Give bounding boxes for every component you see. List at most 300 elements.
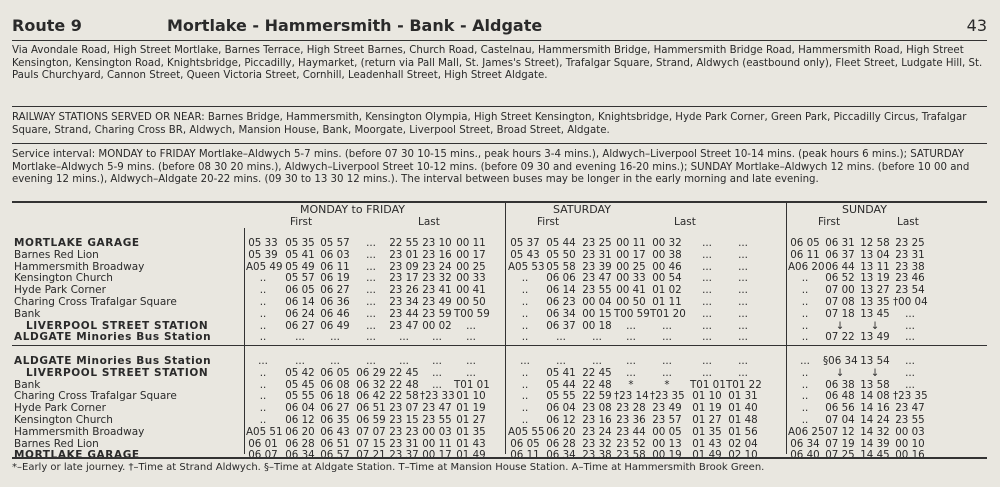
- time-cell: 23 01: [389, 248, 419, 261]
- time-cell: 06 20: [285, 425, 315, 438]
- time-cell: 13 19: [860, 272, 890, 285]
- time-cell: ..: [259, 413, 267, 426]
- time-cell: 01 40: [728, 402, 758, 415]
- time-cell: ...: [626, 319, 636, 332]
- time-cell: 23 23: [389, 425, 419, 438]
- stop-name: Hammersmith Broadway: [14, 260, 145, 273]
- time-cell: 05 41: [285, 248, 315, 261]
- time-cell: 05 55: [285, 390, 315, 403]
- time-cell: ...: [432, 378, 442, 391]
- time-cell: 00 10: [895, 437, 925, 450]
- stop-name: Bank: [14, 307, 41, 320]
- time-cell: 06 32: [356, 378, 386, 391]
- time-cell: ...: [592, 331, 602, 344]
- time-cell: 06 31: [825, 237, 855, 249]
- time-cell: 06 59: [356, 413, 386, 426]
- divider: [12, 106, 987, 107]
- time-cell: 13 49: [860, 331, 890, 344]
- time-cell: ...: [366, 284, 376, 297]
- service-paragraph: [12, 149, 990, 187]
- route-title: Mortlake - Hammersmith - Bank - Aldgate: [167, 16, 543, 35]
- sun-heading: SUNDAY: [842, 203, 887, 216]
- time-cell: 06 11: [320, 260, 350, 273]
- time-cell: 01 31: [728, 390, 758, 403]
- time-row: [0, 309, 1000, 321]
- mf-last: Last: [418, 216, 440, 228]
- time-cell: 23 47: [895, 402, 925, 415]
- time-cell: 06 27: [320, 402, 350, 415]
- time-cell: 06 14: [546, 284, 576, 297]
- time-cell: 23 55: [422, 413, 452, 426]
- stop-name: Hyde Park Corner: [14, 402, 106, 415]
- time-cell: 06 28: [285, 437, 315, 450]
- time-cell: ...: [702, 307, 712, 320]
- time-cell: ...: [366, 260, 376, 273]
- time-cell: 23 54: [895, 284, 925, 297]
- time-cell: 00 05: [652, 425, 682, 438]
- time-cell: ..: [801, 319, 809, 332]
- time-cell: 06 57: [320, 449, 350, 462]
- time-cell: 01 35: [456, 425, 486, 438]
- time-cell: 23 44: [616, 425, 646, 438]
- time-cell: ...: [366, 355, 376, 367]
- stop-name: MORTLAKE GARAGE: [14, 237, 140, 249]
- time-cell: 06 18: [320, 390, 350, 403]
- table-top-rule: [12, 201, 987, 203]
- time-cell: 06 37: [825, 248, 855, 261]
- time-cell: 01 43: [692, 437, 722, 450]
- stop-name: Charing Cross Trafalgar Square: [14, 390, 177, 403]
- time-cell: 06 24: [285, 307, 315, 320]
- time-cell: 05 55: [546, 390, 576, 403]
- time-cell: ...: [466, 319, 476, 332]
- time-cell: ..: [801, 390, 809, 403]
- time-cell: ...: [702, 295, 712, 308]
- time-cell: ...: [258, 355, 268, 367]
- time-cell: 23 16: [582, 413, 612, 426]
- time-cell: 06 44: [825, 260, 855, 273]
- time-cell: ..: [259, 295, 267, 308]
- time-cell: 23 37: [389, 449, 419, 462]
- time-cell: ...: [330, 331, 340, 344]
- time-cell: 23 25: [582, 237, 612, 249]
- time-cell: 00 15: [582, 307, 612, 320]
- time-cell: 06 04: [546, 402, 576, 415]
- divider: [12, 143, 987, 144]
- time-cell: 23 28: [616, 402, 646, 415]
- time-cell: 14 32: [860, 425, 890, 438]
- time-row: [0, 297, 1000, 309]
- time-cell: 23 47: [389, 319, 419, 332]
- time-cell: ..: [801, 331, 809, 344]
- time-cell: 02 10: [728, 449, 758, 462]
- time-cell: ...: [466, 366, 476, 379]
- page-header: [12, 14, 987, 36]
- time-cell: 05 42: [285, 366, 315, 379]
- time-cell: 07 07: [356, 425, 386, 438]
- mf-heading: MONDAY to FRIDAY: [300, 203, 405, 216]
- time-cell: 23 15: [389, 413, 419, 426]
- time-cell: 22 48: [389, 378, 419, 391]
- time-cell: 14 24: [860, 413, 890, 426]
- time-cell: ..: [801, 307, 809, 320]
- time-cell: T00 59: [614, 307, 650, 320]
- time-cell: ..: [259, 331, 267, 344]
- time-cell: 13 45: [860, 307, 890, 320]
- time-cell: 06 34: [790, 437, 820, 450]
- time-cell: ...: [432, 355, 442, 367]
- time-cell: 05 50: [546, 248, 576, 261]
- time-cell: A05 49: [246, 260, 283, 273]
- time-cell: ...: [905, 355, 915, 367]
- time-cell: A06 20: [788, 260, 825, 273]
- time-cell: 22 45: [389, 366, 419, 379]
- time-cell: 01 56: [728, 425, 758, 438]
- time-cell: 00 16: [895, 449, 925, 462]
- stop-name: LIVERPOOL STREET STATION: [26, 319, 209, 332]
- time-cell: ..: [521, 307, 529, 320]
- time-cell: 06 49: [320, 319, 350, 332]
- time-cell: 00 25: [456, 260, 486, 273]
- time-cell: 06 38: [825, 378, 855, 391]
- time-cell: 13 27: [860, 284, 890, 297]
- stop-name: Kensington Church: [14, 413, 113, 426]
- time-cell: T01 20: [650, 307, 686, 320]
- time-cell: 06 48: [825, 390, 855, 403]
- time-cell: 23 24: [582, 425, 612, 438]
- via-paragraph: [12, 45, 990, 101]
- sun-first: First: [818, 216, 841, 228]
- time-row: [0, 368, 1000, 380]
- stop-name: MORTLAKE GARAGE: [14, 449, 140, 462]
- time-cell: 13 04: [860, 248, 890, 261]
- time-cell: 06 23: [546, 295, 576, 308]
- time-cell: 06 28: [546, 437, 576, 450]
- time-cell: ...: [520, 355, 530, 367]
- time-cell: 23 32: [582, 437, 612, 450]
- time-cell: 06 05: [320, 366, 350, 379]
- time-cell: ...: [738, 237, 748, 249]
- time-cell: 23 31: [895, 248, 925, 261]
- time-cell: ...: [702, 355, 712, 367]
- time-cell: 23 07: [389, 402, 419, 415]
- time-cell: 06 11: [790, 248, 820, 261]
- time-cell: ...: [626, 331, 636, 344]
- time-cell: ...: [738, 284, 748, 297]
- time-cell: *: [664, 378, 670, 391]
- stop-name: Hyde Park Corner: [14, 284, 106, 297]
- time-cell: 00 17: [616, 248, 646, 261]
- time-cell: †23 14: [614, 390, 649, 403]
- time-cell: 13 58: [860, 378, 890, 391]
- time-cell: T01 22: [726, 378, 762, 391]
- time-cell: 06 35: [320, 413, 350, 426]
- time-cell: 23 57: [652, 413, 682, 426]
- time-cell: ...: [366, 307, 376, 320]
- time-cell: 14 45: [860, 449, 890, 462]
- time-cell: 06 40: [790, 449, 820, 462]
- time-cell: 23 41: [422, 284, 452, 297]
- time-cell: 00 03: [422, 425, 452, 438]
- time-cell: ↓: [870, 366, 880, 379]
- time-cell: 05 44: [546, 378, 576, 391]
- time-cell: ...: [905, 307, 915, 320]
- time-cell: ...: [738, 295, 748, 308]
- via-text: Via Avondale Road, High Street Mortlake, Barnes Terrace, High Street Barnes, Church Road, Castelnau, Hammersmith Bridge, Hammersmith Bridge Road, Hammersmith Road, High Street Kensington, Kensington Road, Knightsbridge, Piccadilly, Haymarket, (return via Pall Mall, St. James's Street), Trafalgar Square, Strand, Aldwych (eastbound only), Fleet Street, Ludgate Hill, St. Pauls Churchyard, Cannon Street, Queen Victoria Street, Cornhill, Leadenhall Street, High Street Aldgate.: [12, 45, 983, 81]
- time-cell: ...: [662, 366, 672, 379]
- time-cell: 23 46: [895, 272, 925, 285]
- time-cell: 22 45: [582, 366, 612, 379]
- time-cell: 07 25: [825, 449, 855, 462]
- time-cell: ..: [259, 272, 267, 285]
- time-cell: A06 25: [788, 425, 825, 438]
- stop-name: Kensington Church: [14, 272, 113, 285]
- time-cell: T01 01: [690, 378, 726, 391]
- time-cell: ..: [801, 272, 809, 285]
- time-cell: 00 02: [422, 319, 452, 332]
- time-cell: 01 27: [456, 413, 486, 426]
- time-cell: ...: [432, 366, 442, 379]
- time-cell: 00 46: [652, 260, 682, 273]
- time-cell: ..: [259, 390, 267, 403]
- time-cell: 05 58: [546, 260, 576, 273]
- time-cell: 05 57: [320, 237, 350, 249]
- time-cell: 06 14: [285, 295, 315, 308]
- time-cell: 23 49: [652, 402, 682, 415]
- time-row: [0, 427, 1000, 439]
- time-cell: 00 04: [582, 295, 612, 308]
- time-cell: ...: [702, 319, 712, 332]
- time-cell: T01 01: [454, 378, 490, 391]
- time-cell: 23 39: [582, 260, 612, 273]
- time-cell: 06 11: [510, 449, 540, 462]
- time-cell: ...: [738, 355, 748, 367]
- time-cell: 00 11: [422, 437, 452, 450]
- time-cell: 23 17: [389, 272, 419, 285]
- time-cell: ...: [702, 248, 712, 261]
- time-row: [0, 250, 1000, 262]
- stop-name: Barnes Red Lion: [14, 248, 99, 261]
- time-cell: 06 34: [546, 449, 576, 462]
- time-cell: 23 49: [422, 295, 452, 308]
- time-cell: ...: [905, 319, 915, 332]
- time-cell: ...: [905, 366, 915, 379]
- time-cell: ...: [662, 355, 672, 367]
- time-cell: 06 06: [546, 272, 576, 285]
- time-cell: ..: [521, 366, 529, 379]
- time-cell: 06 56: [825, 402, 855, 415]
- time-cell: 22 58: [389, 390, 419, 403]
- time-cell: 00 41: [616, 284, 646, 297]
- time-cell: ...: [556, 355, 566, 367]
- time-cell: 06 08: [320, 378, 350, 391]
- sat-last: Last: [674, 216, 696, 228]
- time-cell: ...: [295, 355, 305, 367]
- time-cell: ..: [259, 402, 267, 415]
- time-cell: 00 50: [456, 295, 486, 308]
- mf-first: First: [290, 216, 313, 228]
- time-cell: §06 34: [823, 355, 858, 367]
- time-cell: A05 55: [508, 425, 545, 438]
- time-cell: 01 49: [456, 449, 486, 462]
- time-cell: ..: [521, 295, 529, 308]
- time-cell: ...: [330, 355, 340, 367]
- time-cell: ..: [259, 307, 267, 320]
- time-cell: ...: [399, 331, 409, 344]
- time-cell: 07 22: [825, 331, 855, 344]
- time-cell: 06 05: [510, 437, 540, 450]
- time-cell: ...: [702, 331, 712, 344]
- time-cell: 05 44: [546, 237, 576, 249]
- time-cell: 05 45: [285, 378, 315, 391]
- time-cell: 23 38: [895, 260, 925, 273]
- time-cell: 23 09: [389, 260, 419, 273]
- time-cell: 06 51: [356, 402, 386, 415]
- time-cell: 07 00: [825, 284, 855, 297]
- time-cell: ...: [366, 248, 376, 261]
- time-cell: 01 19: [692, 402, 722, 415]
- route-number: Route 9: [12, 16, 82, 35]
- time-cell: ...: [905, 331, 915, 344]
- time-cell: 23 58: [616, 449, 646, 462]
- time-cell: 14 16: [860, 402, 890, 415]
- time-cell: 00 54: [652, 272, 682, 285]
- time-cell: ...: [366, 272, 376, 285]
- footnote: *–Early or late journey. †–Time at Strand Aldwych. §–Time at Aldgate Station. T–Time at Mansion House Station. A–Time at Hammersmith Brook Green.: [12, 462, 765, 473]
- time-cell: ...: [366, 331, 376, 344]
- time-cell: 14 08: [860, 390, 890, 403]
- time-cell: 13 11: [860, 260, 890, 273]
- time-cell: ..: [521, 284, 529, 297]
- time-cell: 02 04: [728, 437, 758, 450]
- time-cell: 05 43: [510, 248, 540, 261]
- time-cell: 13 54: [860, 355, 890, 367]
- time-cell: 06 29: [356, 366, 386, 379]
- time-cell: 06 05: [285, 284, 315, 297]
- time-cell: 23 31: [389, 437, 419, 450]
- time-cell: 00 03: [895, 425, 925, 438]
- time-cell: ...: [556, 331, 566, 344]
- stop-name: Hammersmith Broadway: [14, 425, 145, 438]
- time-cell: 06 52: [825, 272, 855, 285]
- time-cell: 06 07: [248, 449, 278, 462]
- time-cell: 07 18: [825, 307, 855, 320]
- railway-paragraph: [12, 112, 990, 137]
- time-cell: 14 39: [860, 437, 890, 450]
- time-cell: 05 37: [510, 237, 540, 249]
- time-cell: 06 20: [546, 425, 576, 438]
- time-cell: 23 34: [389, 295, 419, 308]
- time-cell: 06 27: [320, 284, 350, 297]
- time-cell: 06 27: [285, 319, 315, 332]
- time-cell: 23 52: [616, 437, 646, 450]
- time-cell: 05 41: [546, 366, 576, 379]
- time-cell: ..: [801, 295, 809, 308]
- time-cell: ...: [702, 272, 712, 285]
- time-cell: ..: [259, 319, 267, 332]
- time-cell: ..: [259, 378, 267, 391]
- time-cell: ..: [801, 402, 809, 415]
- time-cell: 06 01: [248, 437, 278, 450]
- time-cell: 23 38: [582, 449, 612, 462]
- time-cell: ..: [259, 284, 267, 297]
- inbound-times: [0, 356, 1000, 464]
- time-cell: ...: [366, 237, 376, 249]
- time-cell: 01 43: [456, 437, 486, 450]
- direction-divider: [12, 345, 987, 346]
- time-cell: 23 26: [389, 284, 419, 297]
- time-cell: 00 33: [616, 272, 646, 285]
- time-cell: ..: [801, 366, 809, 379]
- time-cell: A05 53: [508, 260, 545, 273]
- time-cell: ..: [801, 284, 809, 297]
- time-cell: ..: [521, 331, 529, 344]
- time-cell: 06 12: [546, 413, 576, 426]
- time-cell: †23 35: [650, 390, 685, 403]
- sat-first: First: [537, 216, 560, 228]
- time-cell: 06 04: [285, 402, 315, 415]
- time-cell: 07 12: [825, 425, 855, 438]
- time-cell: 01 48: [728, 413, 758, 426]
- time-cell: 00 32: [652, 237, 682, 249]
- sun-last: Last: [897, 216, 919, 228]
- time-cell: 22 59: [582, 390, 612, 403]
- time-cell: ...: [366, 295, 376, 308]
- time-cell: ...: [738, 272, 748, 285]
- time-cell: 01 11: [652, 295, 682, 308]
- time-cell: 01 10: [456, 390, 486, 403]
- time-cell: 06 42: [356, 390, 386, 403]
- time-cell: 05 35: [285, 237, 315, 249]
- time-cell: T00 59: [454, 307, 490, 320]
- time-cell: 00 11: [616, 237, 646, 249]
- time-cell: ...: [738, 260, 748, 273]
- time-cell: 12 58: [860, 237, 890, 249]
- time-cell: ...: [702, 237, 712, 249]
- time-cell: 00 38: [652, 248, 682, 261]
- time-cell: 23 24: [422, 260, 452, 273]
- time-cell: ...: [702, 260, 712, 273]
- time-cell: ...: [662, 319, 672, 332]
- time-cell: 07 21: [356, 449, 386, 462]
- stop-name: Charing Cross Trafalgar Square: [14, 295, 177, 308]
- time-cell: ↓: [835, 319, 845, 332]
- time-cell: 07 08: [825, 295, 855, 308]
- time-cell: 00 18: [582, 319, 612, 332]
- time-cell: ↓: [870, 319, 880, 332]
- time-cell: 00 11: [456, 237, 486, 249]
- time-cell: ...: [800, 355, 810, 367]
- time-cell: 06 12: [285, 413, 315, 426]
- time-cell: 23 59: [422, 307, 452, 320]
- time-cell: 23 31: [582, 248, 612, 261]
- sat-heading: SATURDAY: [553, 203, 611, 216]
- time-cell: ...: [432, 331, 442, 344]
- time-cell: ...: [738, 366, 748, 379]
- time-cell: ...: [702, 284, 712, 297]
- time-cell: ...: [738, 307, 748, 320]
- table-bottom-rule: [12, 457, 987, 459]
- time-cell: 23 55: [582, 284, 612, 297]
- time-cell: ↓: [835, 366, 845, 379]
- time-cell: 06 19: [320, 272, 350, 285]
- time-cell: ...: [592, 355, 602, 367]
- time-cell: 05 39: [248, 248, 278, 261]
- time-cell: 22 48: [582, 378, 612, 391]
- time-cell: *: [628, 378, 634, 391]
- time-cell: 01 49: [692, 449, 722, 462]
- service-text: Service interval: MONDAY to FRIDAY Mortlake–Aldwych 5-7 mins. (before 07 30 10-15 mins., peak hours 3-4 mins.), Aldwych–Liverpool Street 10-14 mins. (peak hours 6 mins.); SATURDAY Mortlake–Aldwych 5-9 mins. (before 08 30 20 mins.), Aldwych–Liverpool Street 10-12 mins. (before 09 30 and evening 16-20 mins.); SUNDAY Mortlake–Aldwych 12 mins. (before 10 00 and evening 12 mins.), Aldwych–Aldgate 20-22 mins. (09 30 to 13 30 12 mins.). The interval between buses may be longer in the early morning and late evening.: [12, 149, 970, 185]
